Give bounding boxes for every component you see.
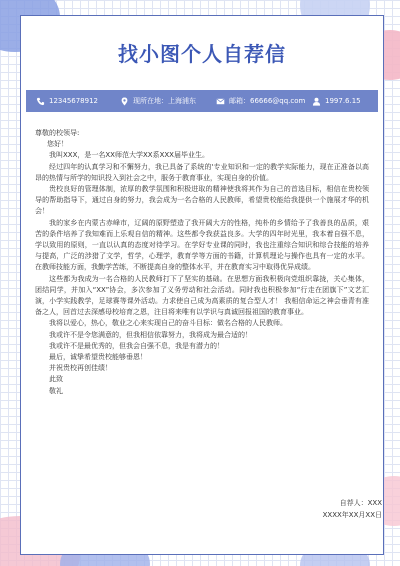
location-text: 现所在地：上海浦东: [133, 97, 196, 105]
signature-block: [323, 498, 382, 521]
user-icon: [312, 97, 321, 106]
signature-date: XXXX年XX月XX日: [322, 510, 382, 519]
closing-line: 我或许不是令您满意的，但我相信依靠努力，我将成为最合适的！: [49, 330, 252, 339]
page-title: 找小图个人自荐信: [118, 42, 286, 66]
email-text: 邮箱：66666@qq.com: [229, 97, 306, 105]
closing-line: 我将以爱心，热心，敬业之心来实现自己的奋斗目标：做名合格的人民教师。: [49, 319, 287, 328]
greeting: 您好！: [47, 140, 68, 149]
salutation: 尊敬的校领导:: [35, 129, 80, 137]
location-icon: [120, 97, 129, 106]
birth-info: [312, 97, 361, 106]
letter-body: [35, 128, 369, 397]
birth-text: 1997.6.15: [325, 97, 361, 105]
closing-line: 敬礼: [49, 386, 63, 395]
closing-line: 此致: [49, 375, 63, 384]
paragraph: 我的家乡在内蒙古赤峰市，辽阔的原野塑造了我开阔大方的性格，纯朴的乡情给予了我善良的品质，艰苦的条件培养了我知难而上乐观自信的精神。这些都令我获益良多。大学的四年时光里，我本着自强不息，学以致用的原则，一直以认真的态度对待学习。在学好专业课的同时，我也注重综合知识和综合技能的培养与提高，广泛的涉猎了文学，哲学，心理学，教育学等方面的书籍，计算机理论与操作也具有一定的水平。在教师技能方面，我勤学苦练，不断提高自身的整体水平，并在教育实习中取得优异成绩。: [35, 218, 369, 272]
phone-text: 12345678912: [49, 97, 98, 105]
phone-icon: [36, 97, 45, 106]
closing-line: 最后，诚挚希望贵校能够垂恩！: [49, 353, 147, 362]
paragraph: 经过四年的认真学习和不懈努力，我已具备了系统的'专业知识和一定的教学实际能力，现在正准备以高昂的热情与所学的知识投入到社会之中，服务于教育事业，实现自身的价值。: [35, 162, 369, 182]
paragraph: 这些都为我成为一名合格的人民教师打下了坚实的基础。在思想方面我积极向党组织靠拢，关心集体，团结同学，并加入“XX”协会，多次参加了义务劳动和社会活动。同时我也积极参加“行走在团旗下”文艺汇演，小学实践教学，足球赛等课外活动。力求使自己成为高素质的复合型人才！ 我相信命运之神会垂青有准备之人，回首过去深感母校培育之恩，注目将来唯有以学识与真诚回报祖国的教育事业。: [35, 274, 369, 317]
paragraph: 贵校良好的管理体制，浓厚的教学氛围和积极进取的精神使我将其作为自己的首选目标，相信在贵校领导的帮助指导下，通过自身的努力，我会成为一名合格的人民教师，希望贵校能给我提供一个施展才华的机会！: [35, 185, 369, 216]
paragraph: 我叫XXX，是一名XX师范大学XX系XXX届毕业生。: [49, 151, 209, 160]
email-info: [216, 96, 312, 106]
closing-line: 我或许不是最优秀的，但我会自强不息，我是有潜力的！: [49, 341, 224, 350]
phone-info: [36, 97, 120, 106]
location-info: [120, 96, 216, 106]
letter-paper: [20, 15, 384, 555]
signer-name: 自荐人：XXX: [339, 499, 382, 507]
closing-line: 并祝贵校再创佳绩！: [49, 364, 112, 373]
contact-info-bar: [26, 90, 378, 112]
email-icon: [216, 97, 225, 106]
